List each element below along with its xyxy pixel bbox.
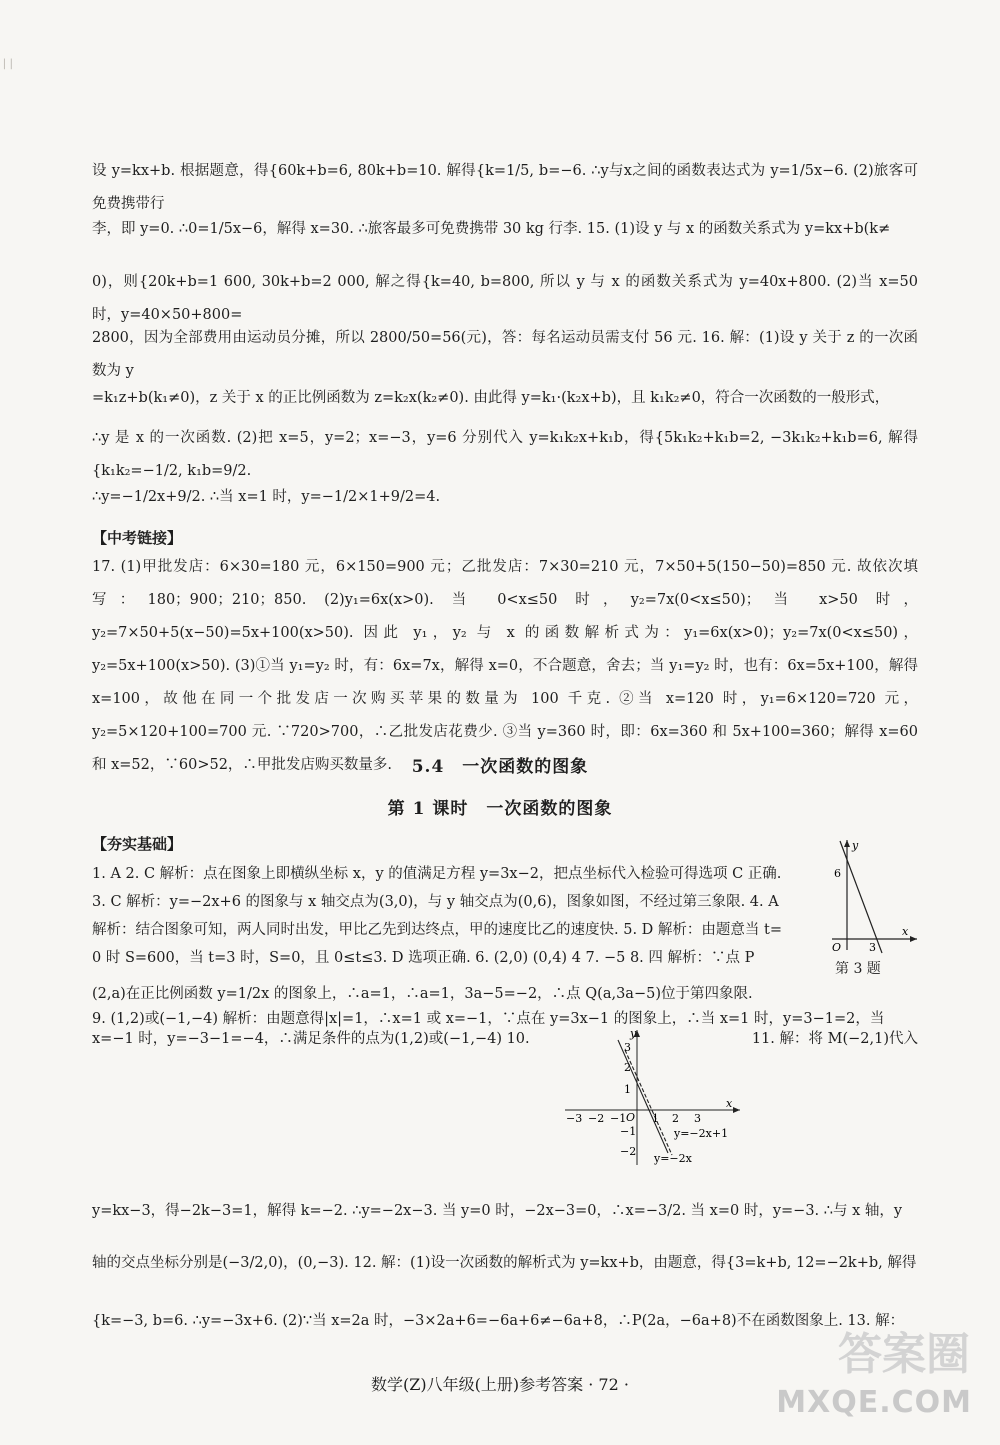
figure-q10-x-tick: 1 xyxy=(652,1112,659,1125)
watermark-site: MXQE.COM xyxy=(776,1385,972,1420)
answer-14-end: 李，即 y=0. ∴0=1/5x−6，解得 x=30. ∴旅客最多可免费携带 30 kg 行李. 15. (1)设 y 与 x 的函数关系式为 y=kx+b(k≠ xyxy=(92,221,891,237)
figure-q3-origin: O xyxy=(832,941,842,954)
figure-q10-y-tick: 3 xyxy=(624,1041,631,1054)
figure-q10-x-tick: −2 xyxy=(588,1112,605,1125)
figure-q3-x-tick: 3 xyxy=(869,941,876,954)
answer-5-8: 0 时 S=600，当 t=3 时，S=0，且 0≤t≤3. D 选项正确. 6. (2,0) (0,4) 4 7. −5 8. 四 解析：∵点 P xyxy=(92,950,755,966)
lesson-heading: 第 1 课时 一次函数的图象 xyxy=(387,799,613,819)
figure-q10-line2-label: y=−2x xyxy=(654,1152,692,1165)
figure-q3-caption: 第 3 题 xyxy=(835,961,881,977)
figure-q10-graph xyxy=(560,1025,750,1170)
answer-3-4: 3. C 解析：y=−2x+6 的图象与 x 轴交点为(3,0)，与 y 轴交点为(0,6)，图象如图，不经过第三象限. 4. A xyxy=(92,894,779,910)
answer-16-part2: ∴y 是 x 的一次函数. (2)把 x=5，y=2；x=−3，y=6 分别代入 y=k₁k₂x+k₁b，得{5k₁k₂+k₁b=2, −3k₁k₂+k₁b=6, 解得{k₁k₂=−1/2, k₁b=9/2. xyxy=(92,430,918,479)
figure-q10-x-tick: −1 xyxy=(610,1112,627,1125)
margin-mark: ▏▏ xyxy=(4,60,18,70)
figure-q10-y-tick: −2 xyxy=(620,1145,637,1158)
figure-q10-y-tick: 1 xyxy=(624,1083,631,1096)
tag-hangshi: 【夯实基础】 xyxy=(92,835,183,853)
answer-16-end: ∴y=−1/2x+9/2. ∴当 x=1 时，y=−1/2×1+9/2=4. xyxy=(92,489,441,505)
answer-16-part1: =k₁z+b(k₁≠0)，z 关于 x 的正比例函数为 z=k₂x(k₂≠0). 由此得 y=k₁·(k₂x+b)，且 k₁k₂≠0，符合一次函数的一般形式， xyxy=(92,390,890,406)
figure-q3-graph xyxy=(822,835,922,955)
figure-q3 xyxy=(822,835,922,955)
answer-9-end: x=−1 时，y=−3−1=−4，∴满足条件的点为(1,2)或(−1,−4) 10. xyxy=(92,1031,530,1047)
answer-8-end: (2,a)在正比例函数 y=1/2x 的图象上，∴a=1，∴a=1，3a−5=−2，∴点 Q(a,3a−5)位于第四象限. xyxy=(92,986,753,1002)
figure-q10-y-tick: −1 xyxy=(620,1125,637,1138)
answer-11-start: 11. 解：将 M(−2,1)代入 xyxy=(751,1031,918,1047)
answer-15-part1: 0)，则{20k+b=1 600, 30k+b=2 000, 解之得{k=40, b=800, 所以 y 与 x 的函数关系式为 y=40x+800. (2)当 x=50 时，y=40×50+800= xyxy=(92,274,918,323)
figure-q10-x-tick: 2 xyxy=(672,1112,679,1125)
answer-9: 9. (1,2)或(−1,−4) 解析：由题意得|x|=1，∴x=1 或 x=−1，∵点在 y=3x−1 的图象上，∴当 x=1 时，y=3−1=2，当 xyxy=(92,1011,885,1027)
watermark-logo: 答案圈 xyxy=(838,1329,970,1380)
figure-q10-x-tick: −3 xyxy=(566,1112,583,1125)
section-heading: 5.4 一次函数的图象 xyxy=(411,757,589,777)
figure-q3-x-label: x xyxy=(902,925,909,938)
figure-q10-y-label: y xyxy=(630,1027,637,1040)
figure-q10-x-tick: 3 xyxy=(694,1112,701,1125)
figure-q3-y-tick: 6 xyxy=(834,867,841,880)
figure-q10-line1-label: y=−2x+1 xyxy=(674,1127,729,1140)
figure-q10-origin: O xyxy=(626,1111,636,1124)
answer-4-5: 解析：结合图象可知，两人同时出发，甲比乙先到达终点，甲的速度比乙的速度快. 5. D 解析：由题意当 t= xyxy=(92,922,782,938)
answer-11: y=kx−3，得−2k−3=1，解得 k=−2. ∴y=−2x−3. 当 y=0 时，−2x−3=0，∴x=−3/2. 当 x=0 时，y=−3. ∴与 x 轴，y xyxy=(92,1203,903,1219)
answer-12-13: {k=−3, b=6. ∴y=−3x+6. (2)∵当 x=2a 时，−3×2a+6=−6a+6≠−6a+8，∴P(2a，−6a+8)不在函数图象上. 13. 解： xyxy=(92,1313,905,1329)
answer-11-12: 轴的交点坐标分别是(−3/2,0)，(0,−3). 12. 解：(1)设一次函数的解析式为 y=kx+b，由题意，得{3=k+b, 12=−2k+b, 解得 xyxy=(92,1255,917,1271)
answer-1-2: 1. A 2. C 解析：点在图象上即横纵坐标 x，y 的值满足方程 y=3x−2，把点坐标代入检验可得选项 C 正确. xyxy=(92,866,782,882)
figure-q10-x-label: x xyxy=(726,1097,733,1110)
page-footer: 数学(Z)八年级(上册)参考答案 · 72 · xyxy=(371,1375,629,1394)
figure-q10-y-tick: 2 xyxy=(624,1061,631,1074)
tag-zhongkao: 【中考链接】 xyxy=(92,529,183,547)
figure-q10 xyxy=(560,1025,750,1170)
answer-14-cont: 设 y=kx+b. 根据题意，得{60k+b=6, 80k+b=10. 解得{k=1/5, b=−6. ∴y与x之间的函数表达式为 y=1/5x−6. (2)旅客可免费携带行 xyxy=(92,163,918,212)
figure-q3-y-label: y xyxy=(852,839,859,852)
answer-15-part2: 2800，因为全部费用由运动员分摊，所以 2800/50=56(元)，答：每名运动员需支付 56 元. 16. 解：(1)设 y 关于 z 的一次函数为 y xyxy=(92,330,918,379)
answer-17: 17. (1)甲批发店：6×30=180 元，6×150=900 元；乙批发店：7×30=210 元，7×50+5(150−50)=850 元. 故依次填写：180；900；210；850. (2)y₁=6x(x>0). 当 0<x≤50 时，y₂=7x(0<x≤50)；当 x>50 时，y₂=7×50+5(x−50)=5x+100(x>50). 因此 y₁，y₂ 与 x 的函数解析式为：y₁=6x(x>0)；y₂=7x(0<x≤50)，y₂=5x+100(x>50). (3)①当 y₁=y₂ 时，有：6x=7x，解得 x=0，不合题意，舍去；当 y₁=y₂ 时，也有：6x=5x+100，解得 x=100，故他在同一个批发店一次购买苹果的数量为 100 千克. ②当 x=120 时，y₁=6×120=720 元，y₂=5×120+100=700 元. ∵720>700，∴乙批发店花费少. ③当 y=360 时，即：6x=360 和 5x+100=360；解得 x=60 和 x=52，∵60>52，∴甲批发店购买数量多. xyxy=(92,559,918,773)
